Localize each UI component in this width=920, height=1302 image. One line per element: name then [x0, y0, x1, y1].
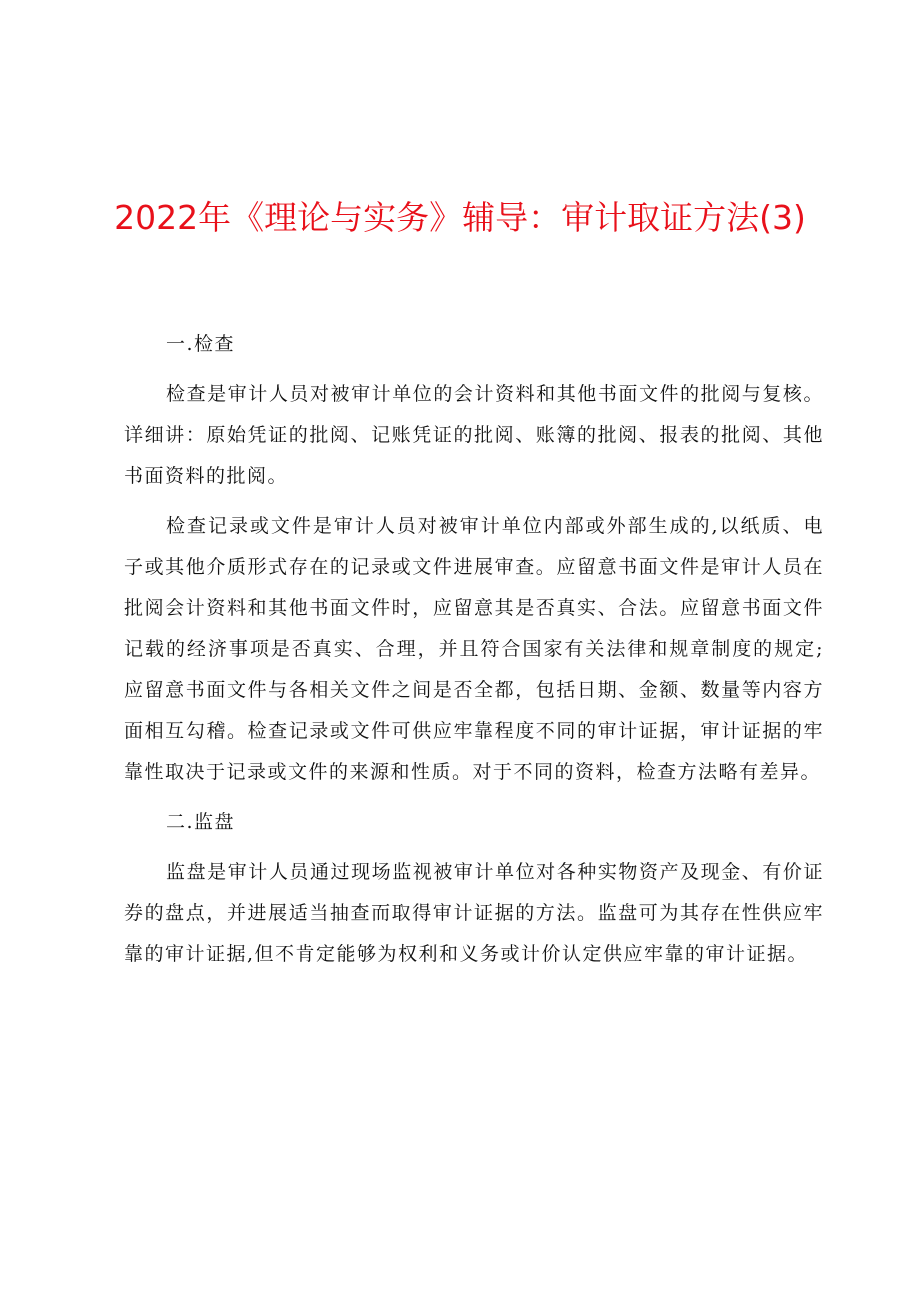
- paragraph: 检查记录或文件是审计人员对被审计单位内部或外部生成的,以纸质、电子或其他介质形式存在的记录或文件进展审查。应留意书面文件是审计人员在批阅会计资料和其他书面文件时，应留意其是否真实、合法。应留意书面文件记载的经济事项是否真实、合理，并且符合国家有关法律和规章制度的规定;应留意书面文件与各相关文件之间是否全都，包括日期、金额、数量等内容方面相互勾稽。检查记录或文件可供应牢靠程度不同的审计证据，审计证据的牢靠性取决于记录或文件的来源和性质。对于不同的资料，检查方法略有差异。: [124, 515, 824, 783]
- document-title: 2022年《理论与实务》辅导：审计取证方法(3): [114, 198, 806, 237]
- document-body: [124, 324, 824, 984]
- paragraph: 监盘是审计人员通过现场监视被审计单位对各种实物资产及现金、有价证券的盘点，并进展适当抽查而取得审计证据的方法。监盘可为其存在性供应牢靠的审计证据,但不肯定能够为权利和义务或计价认定供应牢靠的审计证据。: [124, 861, 824, 965]
- section-heading-inspection: 一.检查: [166, 333, 236, 355]
- paragraph: 检查是审计人员对被审计单位的会计资料和其他书面文件的批阅与复核。详细讲：原始凭证的批阅、记账凭证的批阅、账簿的批阅、报表的批阅、其他书面资料的批阅。: [124, 383, 824, 487]
- section-heading-monitoring: 二.监盘: [166, 811, 236, 833]
